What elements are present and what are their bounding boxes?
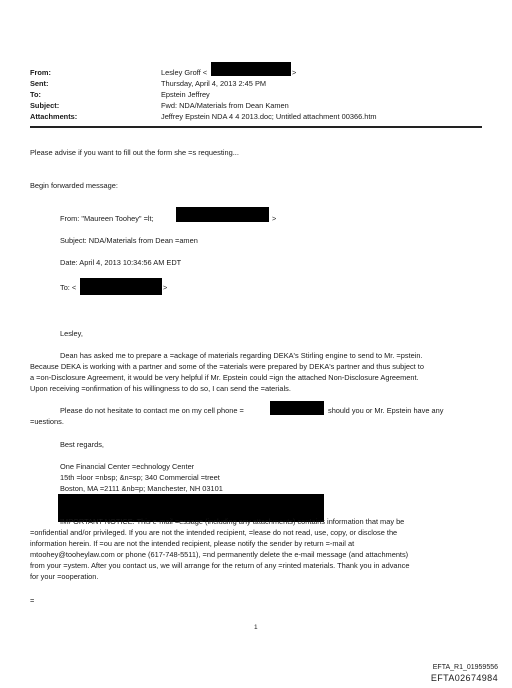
redaction-box bbox=[270, 401, 324, 415]
attachments-label: Attachments: bbox=[30, 112, 78, 121]
notice-line: IMPORTANT NOTICE: This e-mail =essage (including any attachments) contains information that may be bbox=[60, 517, 405, 526]
notice-line: from your =ystem. After you contact us, we will arrange for the return of any =rinted materials. Thank you in advance bbox=[30, 561, 410, 570]
to-value: Epstein Jeffrey bbox=[161, 90, 210, 99]
forwarded-from: From: "Maureen Toohey" =lt; bbox=[60, 214, 154, 223]
notice-line: information herein. If =ou are not the intended recipient, please notify the sender by return =-mail at bbox=[30, 539, 355, 548]
forwarded-from-close: > bbox=[272, 214, 277, 223]
redaction-box bbox=[176, 207, 269, 222]
bates-number: EFTA02674984 bbox=[430, 673, 498, 683]
notice-line: =onfidential and/or privileged. If you are not the intended recipient, =lease do not read, use, copy, or disclose the bbox=[30, 528, 398, 537]
regards: Best regards, bbox=[60, 440, 104, 449]
trailing-equals: = bbox=[30, 596, 35, 605]
notice-line: for your =ooperation. bbox=[30, 572, 99, 581]
notice-line: mtoohey@tooheylaw.com or phone (617-748-5511), =nd permanently delete the e-mail message (and attachments) bbox=[30, 550, 409, 559]
forwarded-date: Date: April 4, 2013 10:34:56 AM EDT bbox=[60, 258, 182, 267]
phone-sentence-end: should you or Mr. Epstein have any bbox=[328, 406, 444, 415]
paragraph-line: Upon receiving =onfirmation of his willingness to do so, I can send the =aterials. bbox=[30, 384, 291, 393]
subject-label: Subject: bbox=[30, 101, 60, 110]
document-id: EFTA_R1_01959556 bbox=[432, 664, 498, 671]
forwarded-subject: Subject: NDA/Materials from Dean =amen bbox=[60, 236, 198, 245]
from-close: > bbox=[292, 68, 297, 77]
address-line: One Financial Center =echnology Center bbox=[60, 462, 195, 471]
address-line: Boston, MA =2111 &nb=p; Manchester, NH 03101 bbox=[60, 484, 223, 493]
attachments-value: Jeffrey Epstein NDA 4 4 2013.doc; Untitled attachment 00366.htm bbox=[161, 112, 377, 121]
to-label: To: bbox=[30, 90, 41, 99]
paragraph-line: Dean has asked me to prepare a =ackage of materials regarding DEKA's Stirling engine to send to Mr. =pstein. bbox=[60, 351, 423, 360]
forwarded-to-close: > bbox=[163, 283, 168, 292]
paragraph-line: a =on-Disclosure Agreement, it would be very helpful if Mr. Epstein could =ign the attached Non-Disclosure Agreement. bbox=[30, 373, 419, 382]
begin-forwarded-text: Begin forwarded message: bbox=[30, 181, 118, 190]
address-line: 15th =loor =nbsp; &n=sp; 340 Commercial =treet bbox=[60, 473, 220, 482]
forwarded-to: To: < bbox=[60, 283, 77, 292]
phone-sentence-start: Please do not hesitate to contact me on my cell phone = bbox=[60, 406, 244, 415]
phone-sentence-line2: =uestions. bbox=[30, 417, 64, 426]
advise-text: Please advise if you want to fill out the form she =s requesting... bbox=[30, 148, 239, 157]
paragraph-line: Because DEKA is working with a partner and some of the =aterials were prepared by DEKA's partner and thus subject to bbox=[30, 362, 424, 371]
from-value: Lesley Groff < bbox=[161, 68, 208, 77]
subject-value: Fwd: NDA/Materials from Dean Kamen bbox=[161, 101, 289, 110]
from-label: From: bbox=[30, 68, 51, 77]
sent-value: Thursday, April 4, 2013 2:45 PM bbox=[161, 79, 267, 88]
greeting: Lesley, bbox=[60, 329, 83, 338]
header-divider bbox=[30, 126, 482, 128]
page-number: 1 bbox=[254, 624, 258, 631]
redaction-box bbox=[80, 278, 162, 295]
redaction-box bbox=[211, 62, 291, 76]
sent-label: Sent: bbox=[30, 79, 49, 88]
